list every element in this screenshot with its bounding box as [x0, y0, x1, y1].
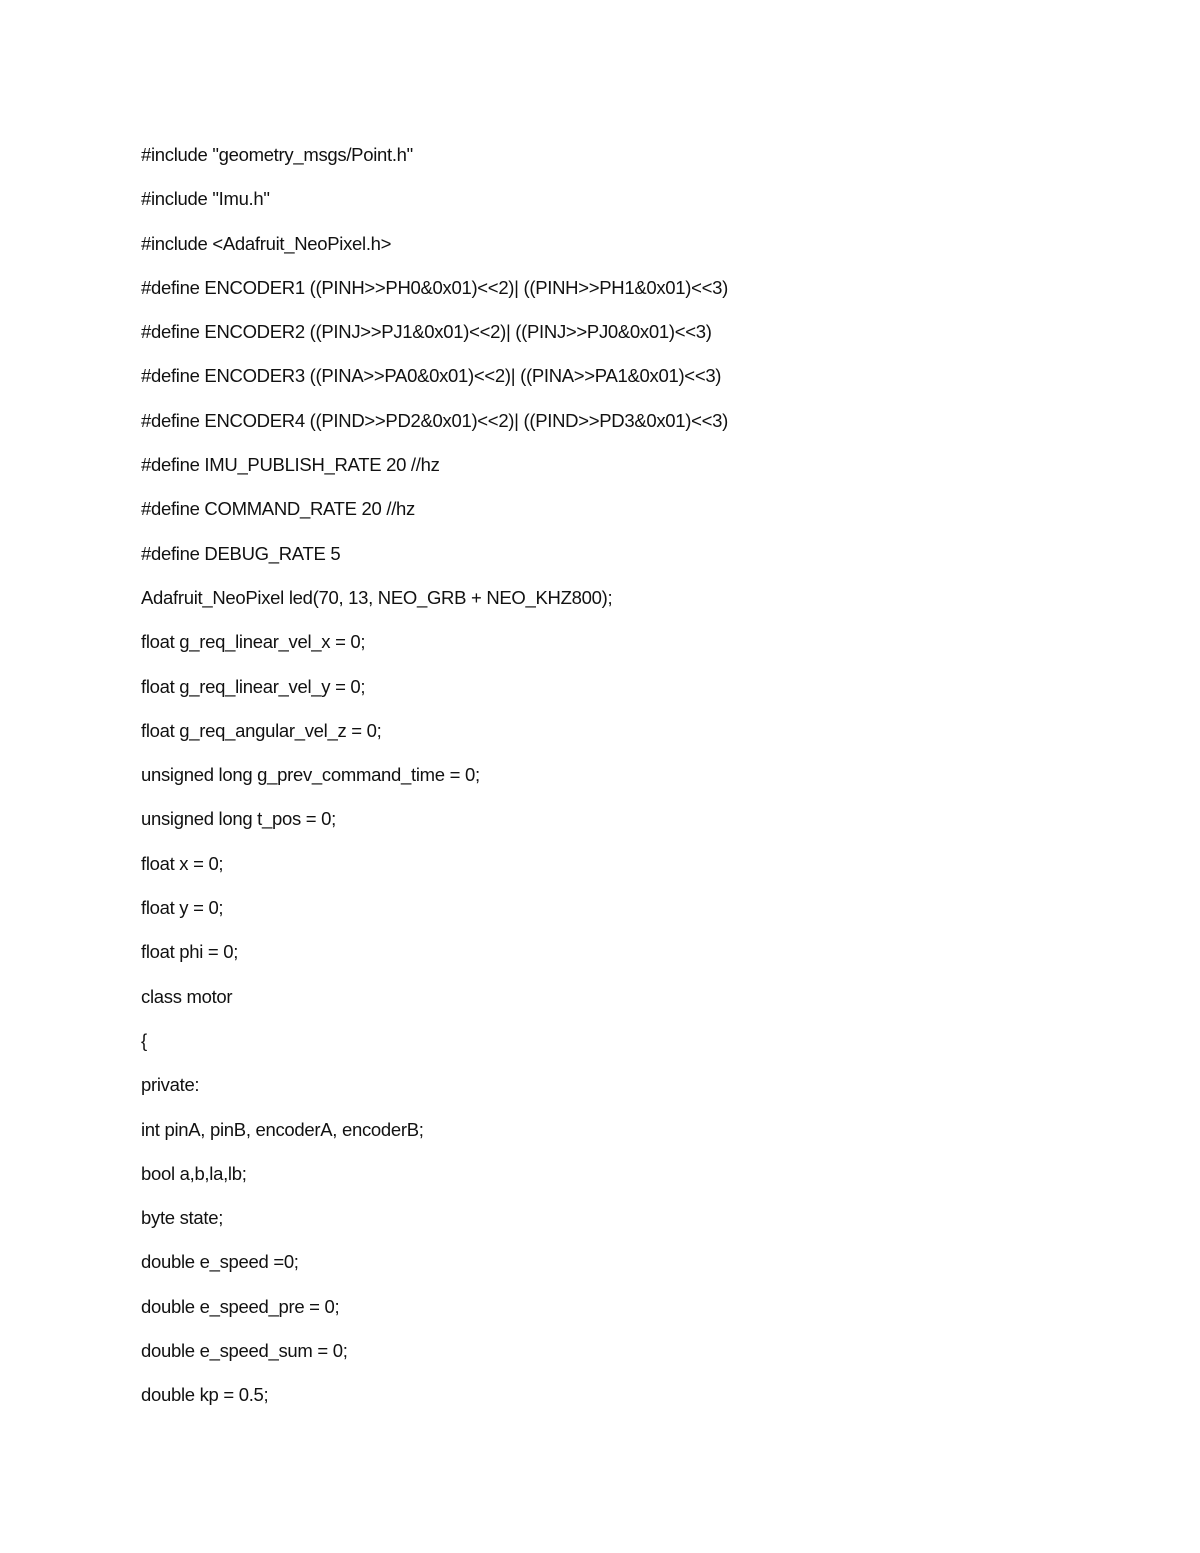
code-line: bool a,b,la,lb; — [141, 1162, 247, 1184]
code-line: double e_speed_pre = 0; — [141, 1295, 340, 1317]
code-line: class motor — [141, 985, 233, 1007]
code-line: #define ENCODER1 ((PINH>>PH0&0x01)<<2)| ((PINH>>PH1&0x01)<<3) — [141, 276, 728, 298]
code-line: #include <Adafruit_NeoPixel.h> — [141, 232, 392, 254]
code-line: #define IMU_PUBLISH_RATE 20 //hz — [141, 454, 440, 476]
code-line: float g_req_angular_vel_z = 0; — [141, 719, 382, 741]
code-line: #define ENCODER4 ((PIND>>PD2&0x01)<<2)| ((PIND>>PD3&0x01)<<3) — [141, 409, 728, 431]
code-line: float x = 0; — [141, 852, 224, 874]
code-line: #define DEBUG_RATE 5 — [141, 542, 341, 564]
code-line: int pinA, pinB, encoderA, encoderB; — [141, 1118, 424, 1140]
code-line: float g_req_linear_vel_x = 0; — [141, 631, 366, 653]
code-line: { — [141, 1029, 147, 1051]
code-line: float y = 0; — [141, 897, 224, 919]
code-line: #define COMMAND_RATE 20 //hz — [141, 498, 415, 520]
code-line: #define ENCODER2 ((PINJ>>PJ1&0x01)<<2)| ((PINJ>>PJ0&0x01)<<3) — [141, 321, 712, 343]
code-line: double e_speed =0; — [141, 1251, 299, 1273]
code-line: double e_speed_sum = 0; — [141, 1340, 348, 1362]
code-line: private: — [141, 1074, 200, 1096]
code-line: #include "geometry_msgs/Point.h" — [141, 144, 413, 165]
code-line: float g_req_linear_vel_y = 0; — [141, 675, 366, 697]
code-line: #include "Imu.h" — [141, 188, 270, 210]
code-line: unsigned long g_prev_command_time = 0; — [141, 764, 480, 786]
code-listing — [141, 141, 728, 1426]
code-line: #define ENCODER3 ((PINA>>PA0&0x01)<<2)| ((PINA>>PA1&0x01)<<3) — [141, 365, 722, 387]
code-line: double kp = 0.5; — [141, 1384, 269, 1406]
code-line: unsigned long t_pos = 0; — [141, 808, 336, 830]
code-line: Adafruit_NeoPixel led(70, 13, NEO_GRB + NEO_KHZ800); — [141, 586, 613, 608]
code-line: byte state; — [141, 1207, 224, 1229]
code-line: float phi = 0; — [141, 941, 239, 963]
